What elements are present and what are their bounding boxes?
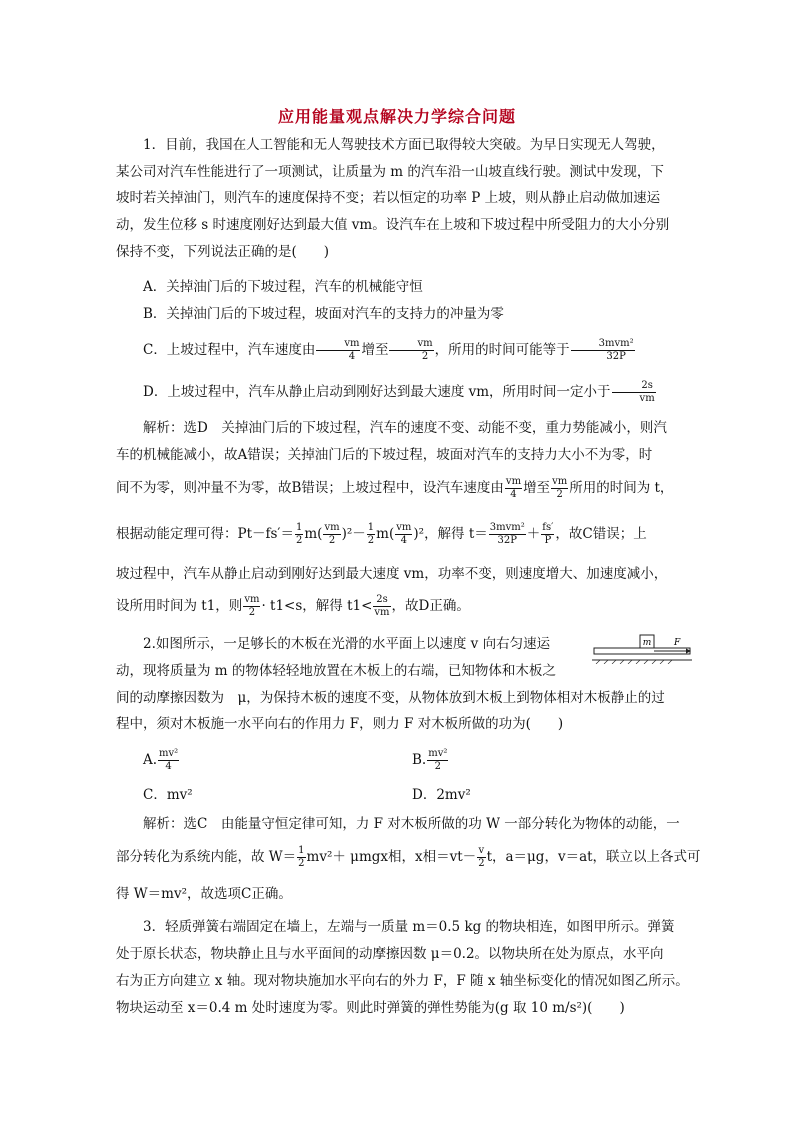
q1-line-1: 1．目前，我国在人工智能和无人驾驶技术方面已取得较大突破。为早日实现无人驾驶， xyxy=(143,137,665,153)
fig-label-f: F xyxy=(674,638,681,648)
q3-line-3: 右为正方向建立 x 轴。现对物块施加水平向右的外力 F，F 随 x 轴坐标变化的情况如图乙所示。 xyxy=(116,973,689,989)
q3-line-2: 处于原长状态，物块静止且与水平面间的动摩擦因数 μ＝0.2。以物块所在处为原点，水平向 xyxy=(116,946,664,962)
q1-analysis-line-1: 解析：选D 关掉油门后的下坡过程，汽车的速度不变、动能不变，重力势能减小，则汽 xyxy=(143,420,667,436)
q3-line-4: 物块运动至 x＝0.4 m 处时速度为零。则此时弹簧的弹性势能为(g 取 10 m/s²)( ) xyxy=(116,1000,625,1016)
q2-analysis-line-1: 解析：选C 由能量守恒定律可知，力 F 对木板所做的功 W 一部分转化为物体的动能，一 xyxy=(143,816,680,832)
q1-analysis-line-4: 根据动能定理可得：Pt－fs′＝ $\frac{1}{2}$ m( $\frac{vm}{2}$ )²－ $\frac{1}{2}$ m( $\frac{vm}{4}$ )²，解得 t＝ $\frac{\text{3mvm²}}{32P}$ ＋ $\frac{fs'}{P}$ ，故C错误；上 xyxy=(116,522,647,546)
q1-analysis-line-2: 车的机械能减小，故A错误；关掉油门后的下坡过程，坡面对汽车的支持力大小不为零，时 xyxy=(116,447,653,463)
q1-option-c-pre: C．上坡过程中，汽车速度由 xyxy=(143,342,316,358)
q2-analysis-line-3: 得 W＝mv²，故选项C正确。 xyxy=(116,886,292,902)
q1-analysis-line-6: 设所用时间为 t1，则 $\frac{vm}{2}$ · t1<s，解得 t1< $\frac{2s}{vm}$ ，故D正确。 xyxy=(116,594,470,618)
q2-line-4: 程中，须对木板施一水平向右的作用力 F，则力 F 对木板所做的功为( ) xyxy=(116,716,564,732)
q2-option-d: D．2mv² xyxy=(412,787,471,803)
q1-option-d: D．上坡过程中，汽车从静止启动到刚好达到最大速度 vm，所用时间一定小于 $\frac{2s}{vm}$ xyxy=(143,380,655,404)
q1-option-a: A．关掉油门后的下坡过程，汽车的机械能守恒 xyxy=(143,279,423,295)
q2-line-1: 2.如图所示，一足够长的木板在光滑的水平面上以速度 v 向右匀速运 xyxy=(143,636,551,652)
page-title: 应用能量观点解决力学综合问题 xyxy=(277,107,516,126)
q1-analysis-line-3: 间不为零，则冲量不为零，故B错误；上坡过程中，设汽车速度由 $\frac{vm}{4}$ 增至 $\frac{vm}{2}$ 所用的时间为 t， xyxy=(116,476,674,500)
q1-analysis-line-5: 坡过程中，汽车从静止启动到刚好达到最大速度 vm，功率不变，则速度增大、加速度减小， xyxy=(116,566,668,582)
q1-line-4: 动，发生位移 s 时速度刚好达到最大值 vm。设汽车在上坡和下坡过程中所受阻力的大小分别 xyxy=(116,217,670,233)
q1-line-3: 坡时若关掉油门，则汽车的速度保持不变；若以恒定的功率 P 上坡，则从静止启动做加速运 xyxy=(116,190,661,206)
q1-option-d-text: D．上坡过程中，汽车从静止启动到刚好达到最大速度 vm，所用时间一定小于 xyxy=(143,384,611,400)
q2-line-3: 间的动摩擦因数为 μ，为保持木板的速度不变，从物体放到木板上到物体相对木板静止的过 xyxy=(116,690,665,706)
q1-line-2: 某公司对汽车性能进行了一项测试，让质量为 m 的汽车沿一山坡直线行驶。测试中发现，下 xyxy=(116,164,664,180)
q2-option-c: C．mv² xyxy=(143,787,193,803)
q2-option-b: B. $\frac{\text{mv²}}{2}$ xyxy=(412,748,448,772)
q1-line-5: 保持不变，下列说法正确的是( ) xyxy=(116,244,330,260)
q1-option-c: C．上坡过程中，汽车速度由 $\frac{vm}{4}$ 增至 $\frac{vm}{2}$ ，所用的时间可能等于 $\frac{\text{3mvm²}}{32P}$ xyxy=(143,338,634,362)
q1-option-c-post: ，所用的时间可能等于 xyxy=(434,342,570,358)
q1-option-c-mid: 增至 xyxy=(361,342,389,358)
fig-label-m: m xyxy=(642,638,652,648)
q2-option-a: A. $\frac{\text{mv²}}{4}$ xyxy=(143,748,179,772)
q3-line-1: 3．轻质弹簧右端固定在墙上，左端与一质量 m＝0.5 kg 的物块相连，如图甲所示。弹簧 xyxy=(143,919,675,935)
q2-line-2: 动，现将质量为 m 的物体轻轻地放置在木板上的右端，已知物体和木板之 xyxy=(116,663,556,679)
board-block-figure xyxy=(592,628,692,664)
q2-analysis-line-2: 部分转化为系统内能，故 W＝ $\frac{1}{2}$ mv²＋ μmgx相，x相＝vt－ $\frac{v}{2}$ t，a＝μg，v＝at，联立以上各式可 xyxy=(116,845,701,869)
q1-option-b: B．关掉油门后的下坡过程，坡面对汽车的支持力的冲量为零 xyxy=(143,306,504,322)
